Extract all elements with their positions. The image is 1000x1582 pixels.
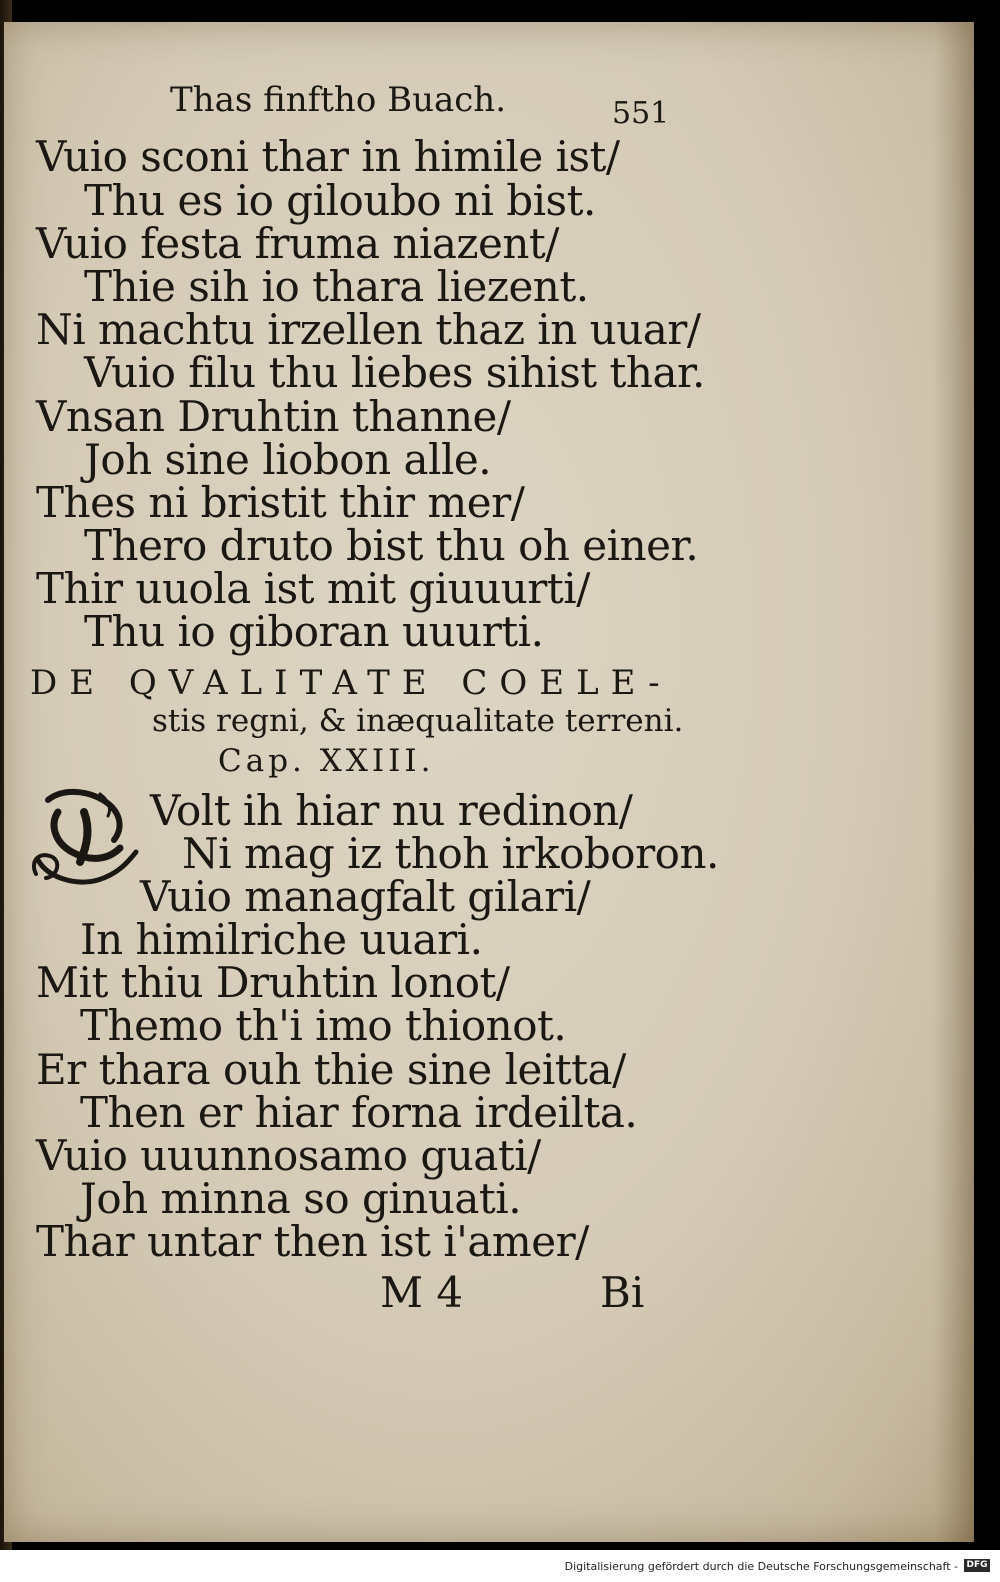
chapter-number: Cap. XXIII. (218, 743, 435, 779)
verse-line: Thie sih io thara liezent. (84, 262, 589, 311)
verse-line: Joh minna so ginuati. (80, 1174, 522, 1223)
verse-line: Joh sine liobon alle. (84, 435, 492, 484)
running-head: Thas finftho Buach. (170, 80, 506, 120)
verse-line: Vuio filu thu liebes sihist thar. (84, 348, 705, 397)
verse-line: Thero druto bist thu oh einer. (84, 521, 699, 570)
verse-line: Thir uuola ist mit giuuurti/ (36, 564, 590, 613)
verse-line: Vuio festa fruma niazent/ (36, 219, 559, 268)
verse-line: Thar untar then ist i'amer/ (36, 1217, 589, 1266)
decorated-initial-icon (28, 782, 148, 897)
verse-line: Vnsan Druhtin thanne/ (36, 392, 511, 441)
signature-mark: M 4 (380, 1268, 464, 1317)
verse-line: Themo th'i imo thionot. (80, 1001, 567, 1050)
verse-line: Thu es io giloubo ni bist. (84, 176, 596, 225)
verse-line: Then er hiar forna irdeilta. (80, 1088, 638, 1137)
footer-credit: Digitalisierung gefördert durch die Deutsche Forschungsgemeinschaft - (564, 1560, 958, 1573)
verse-line: Mit thiu Druhtin lonot/ (36, 958, 510, 1007)
verse-line: Thes ni bristit thir mer/ (36, 478, 525, 527)
catchword: Bi (600, 1268, 645, 1317)
verse-line: Er thara ouh thie sine leitta/ (36, 1045, 626, 1094)
verse-line: Volt ih hiar nu redinon/ (150, 786, 633, 835)
chapter-title: DE QVALITATE COELE- (30, 663, 672, 703)
verse-line: In himilriche uuari. (80, 915, 483, 964)
verse-line: Thu io giboran uuurti. (84, 607, 544, 656)
verse-line: Vuio managfalt gilari/ (140, 872, 591, 921)
chapter-subtitle: stis regni, & inæqualitate terreni. (152, 703, 684, 739)
dfg-logo-icon: DFG (964, 1559, 990, 1572)
verse-line: Ni machtu irzellen thaz in uuar/ (36, 305, 701, 354)
page-number: 551 (612, 96, 670, 131)
verse-line: Vuio sconi thar in himile ist/ (36, 132, 620, 181)
verse-line: Vuio uuunnosamo guati/ (36, 1131, 541, 1180)
verse-line: Ni mag iz thoh irkoboron. (182, 829, 719, 878)
